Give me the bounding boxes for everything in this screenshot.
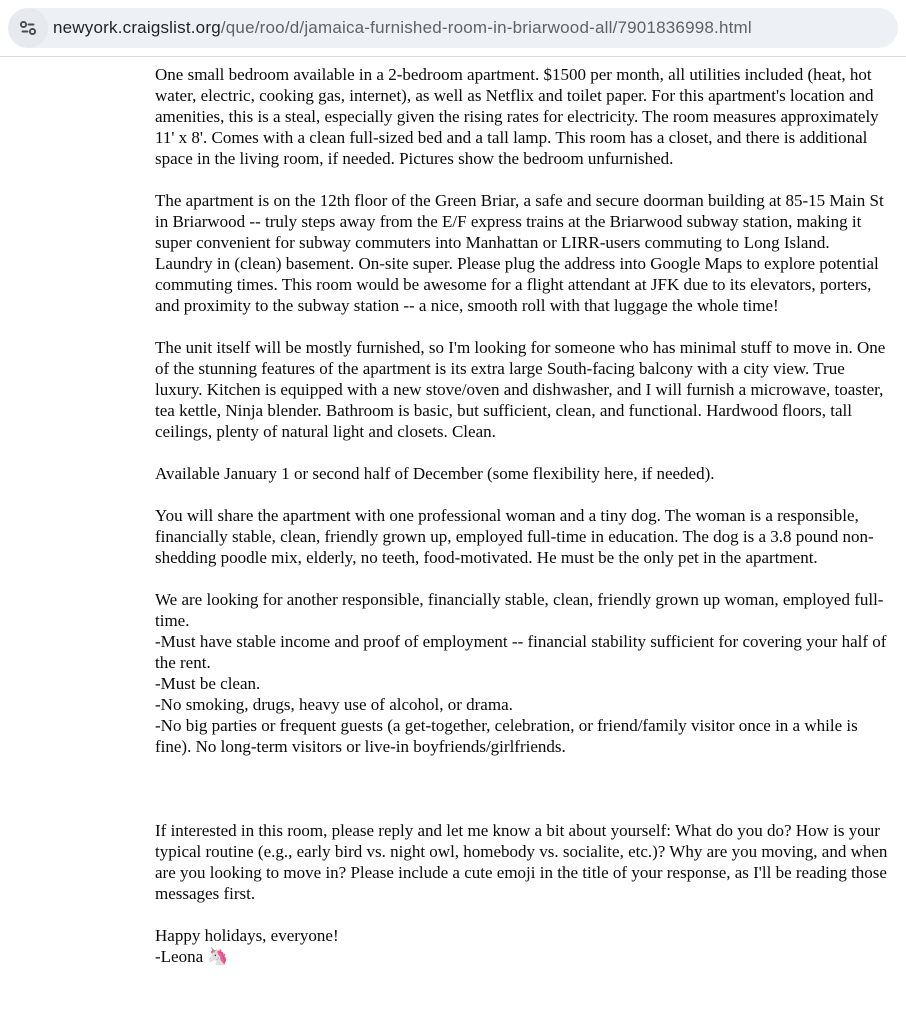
- page-content: [0, 57, 906, 967]
- site-settings-button[interactable]: [8, 8, 48, 48]
- browser-toolbar: [0, 0, 906, 56]
- posting-body: One small bedroom available in a 2-bedroom apartment. $1500 per month, all utilities included (heat, hot water, electric, cooking gas, internet), as well as Netflix and toilet paper. For this apartment's location and amenities, this is a steal, especially given the rising rates for electricity. The room measures approximately 11' x 8'. Comes with a clean full-sized bed and a tall lamp. This room has a closet, and there is additional space in the living room, if needed. Pictures show the bedroom unfurnished. The apartment is on the 12th floor of the Green Briar, a safe and secure doorman building at 85-15 Main St in Briarwood -- truly steps away from the E/F express trains at the Briarwood subway station, making it super convenient for subway commuters into Manhattan or LIRR-users commuting to Long Island. Laundry in (clean) basement. On-site super. Please plug the address into Google Maps to explore potential commuting times. This room would be awesome for a flight attendant at JFK due to its elevators, porters, and proximity to the subway station -- a nice, smooth roll with that luggage the whole time! The unit itself will be mostly furnished, so I'm looking for someone who has minimal stuff to move in. One of the stunning features of the apartment is its extra large South-facing balcony with a city view. True luxury. Kitchen is equipped with a new stove/oven and dishwasher, and I will furnish a microwave, toaster, tea kettle, Ninja blender. Bathroom is basic, but sufficient, clean, and functional. Hardwood floors, tall ceilings, plenty of natural light and closets. Clean. Available January 1 or second half of December (some flexibility here, if needed). You will share the apartment with one professional woman and a tiny dog. The woman is a responsible, financially stable, clean, friendly grown up, employed full-time in education. The dog is a 3.8 pound non-shedding poodle mix, elderly, no teeth, food-motivated. He must be the only pet in the apartment. We are looking for another responsible, financially stable, clean, friendly grown up woman, employed full-time. -Must have stable income and proof of employment -- financial stability sufficient for covering your half of the rent. -Must be clean. -No smoking, drugs, heavy use of alcohol, or drama. -No big parties or frequent guests (a get-together, celebration, or friend/family visitor once in a while is fine). No long-term visitors or live-in boyfriends/girlfriends. If interested in this room, please reply and let me know a bit about yourself: What do you do? How is your typical routine (e.g., early bird vs. night owl, homebody vs. socialite, etc.)? Why are you moving, and when are you looking to move in? Please include a cute emoji in the title of your response, as I'll be reading those messages first. Happy holidays, everyone! -Leona 🦄: [155, 65, 888, 966]
- address-bar[interactable]: [8, 8, 898, 48]
- tune-sliders-icon: [18, 18, 38, 38]
- url-path: /que/roo/d/jamaica-furnished-room-in-briarwood-all/7901836998.html: [220, 18, 752, 37]
- url-text: [53, 18, 752, 38]
- url-domain: newyork.craigslist.org: [53, 18, 221, 37]
